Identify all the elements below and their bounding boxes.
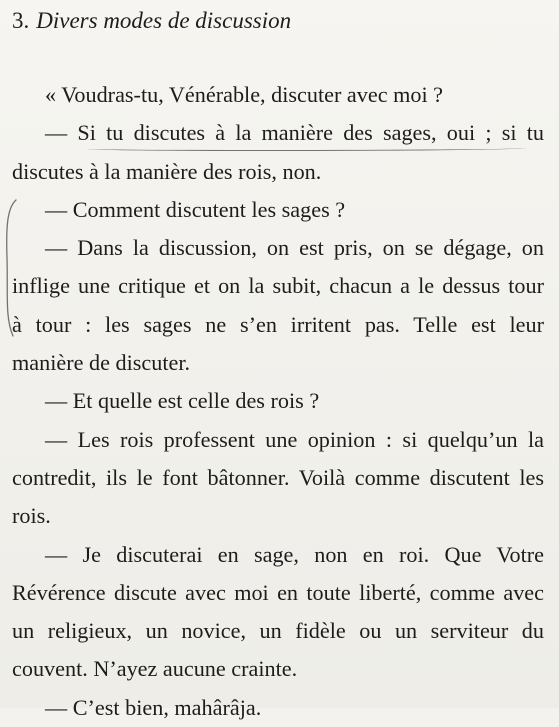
text-line: — Je discuterai en sage, non en roi. Que Votre [45, 541, 544, 567]
text-line: contredit, ils le font bâtonner. Voilà comme discutent les [12, 464, 544, 490]
text-line: — Comment discutent les sages ? [45, 196, 346, 222]
text-line: à tour : les sages ne s’en irritent pas. Telle est leur [12, 311, 544, 337]
text-line: — Et quelle est celle des rois ? [45, 388, 320, 414]
text-line: — Les rois professent une opinion : si quelqu’un la [45, 426, 544, 452]
text-line: Révérence discute avec moi en toute liberté, comme avec [12, 579, 544, 605]
text-line: — Si tu discutes à la manière des sages, oui ; si tu [45, 120, 544, 146]
text-line: — Dans la discussion, on est pris, on se dégage, on [45, 235, 544, 261]
text-line: rois. [12, 503, 51, 529]
body-text [12, 76, 544, 727]
text-line: manière de discuter. [12, 350, 191, 376]
section-heading [12, 6, 291, 36]
text-line: inflige une critique et on la subit, chacun a le dessus tour [12, 273, 544, 299]
section-title: Divers modes de discussion [36, 8, 292, 33]
text-line: — C’est bien, mahârâja. [45, 694, 262, 720]
text-line: un religieux, un novice, un fidèle ou un serviteur du [12, 618, 544, 644]
text-line: « Voudras-tu, Vénérable, discuter avec moi ? [45, 82, 444, 107]
section-number: 3. [12, 8, 30, 33]
text-line: discutes à la manière des rois, non. [12, 158, 322, 184]
text-line: couvent. N’ayez aucune crainte. [12, 656, 298, 682]
